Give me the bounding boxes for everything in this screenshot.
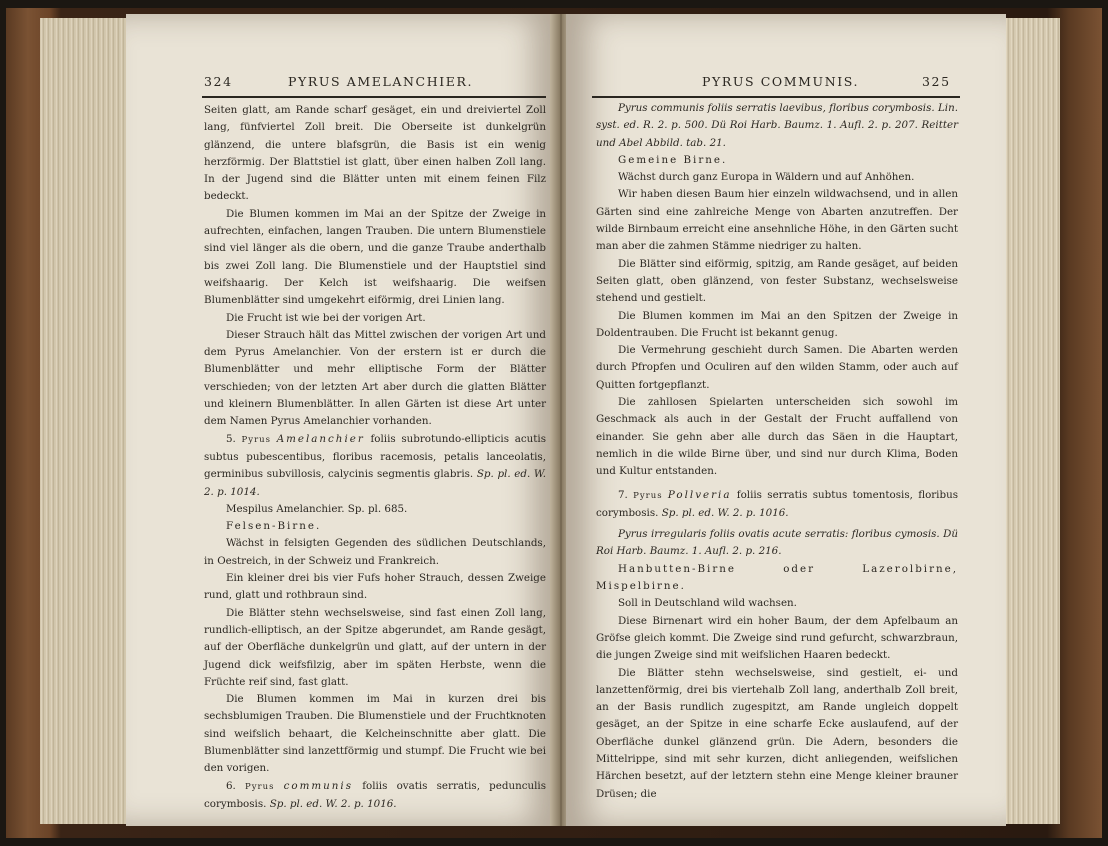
page-edges-left (40, 18, 130, 824)
running-head: PYRUS AMELANCHIER. (288, 74, 474, 89)
paragraph: Soll in Deutschland wild wachsen. (618, 597, 797, 610)
paragraph: Dieser Strauch hält das Mittel zwischen der vorigen Art und dem Pyrus Amelanchier. Von der erstern ist er durch die Blumenblätter und mehr elliptische Form der Blätter verschieden; von der letzten Art aber durch die glatten Blätter und kleinern Blumenblätter. In allen Gärten ist diese Art unter dem Namen Pyrus Amelanchier vorhanden. (204, 328, 546, 428)
synonym: Pyrus communis foliis serratis laevibus, floribus corymbosis. Lin. syst. ed. R. 2. p. 500. Dü Roi Harb. Baumz. 1. Aufl. 2. p. 207. Reitter und Abel Abbild. tab. 21. (596, 102, 958, 149)
synonym: Pyrus irregularis foliis ovatis acute serratis: floribus cymosis. Dü Roi Harb. Baumz. 1. Aufl. 2. p. 216. (596, 528, 958, 558)
header-rule (592, 96, 960, 98)
paragraph: Wächst durch ganz Europa in Wäldern und auf Anhöhen. (618, 171, 915, 184)
synonym: Mespilus Amelanchier. Sp. pl. 685. (226, 502, 408, 515)
page-number: 324 (204, 74, 233, 89)
running-head: PYRUS COMMUNIS. (702, 74, 860, 89)
left-body (204, 102, 546, 813)
paragraph: Die Blätter stehn wechselsweise, sind fast einen Zoll lang, rundlich-elliptisch, an der Spitze abgerundet, am Rande gesägt, auf der Oberfläche dunkelgrün und glatt, auf der untern in der Jugend dick weifsfilzig, aber im späten Herbste, wenn die Früchte reif sind, fast glatt. (204, 606, 546, 688)
paragraph: Seiten glatt, am Rande scharf gesäget, ein und dreiviertel Zoll lang, fünfviertel Zoll breit. Die Oberseite ist dunkelgrün glänzend, die untere blafsgrün, die Basis ist ein wenig herzförmig. Der Blattstiel ist glatt, über einen halben Zoll lang. In der Jugend sind die Blätter unten mit einem feinen Filz bedeckt. (204, 104, 546, 203)
paragraph: Die zahllosen Spielarten unterscheiden sich sowohl im Geschmack als auch in der Gestalt der Frucht auffallend von einander. Sie gehn aber alle durch das Säen in die Hauptart, nemlich in die wilde Birne über, und sind nur durch Klima, Boden und Kultur entstanden. (596, 396, 958, 478)
common-name: Felsen-Birne. (226, 520, 322, 533)
paragraph: Die Blumen kommen im Mai an den Spitzen der Zweige in Doldentrauben. Die Frucht ist bekannt genug. (596, 309, 958, 339)
paragraph: Wir haben diesen Baum hier einzeln wildwachsend, und in allen Gärten sind eine zahlreiche Menge von Abarten anzutreffen. Der wilde Birnbaum erreicht eine ansehnliche Höhe, in den Gärten sucht man aber die zahmen Stämme niedriger zu halten. (596, 188, 958, 253)
common-name: Hanbutten-Birne oder Lazerolbirne, Mispelbirne. (596, 562, 958, 593)
right-body (596, 100, 958, 803)
paragraph: Die Blumen kommen im Mai in kurzen drei bis sechsblumigen Trauben. Die Blumenstiele und der Fruchtknoten sind weifslich behaart, die Kelcheinschnitte aber glatt. Die Blumenblätter sind lanzettförmig und stumpf. Die Frucht wie bei den vorigen. (204, 693, 546, 775)
page-edges-right (1000, 18, 1060, 824)
paragraph: Wächst in felsigten Gegenden des südlichen Deutschlands, in Oestreich, in der Schweiz und Frankreich. (204, 537, 546, 567)
species-entry: 5. Pyrus Amelanchier foliis subrotundo-ellipticis acutis subtus pubescentibus, floribus racemosis, petalis lanceolatis, germinibus subvillosis, calycinis segmentis glabris. Sp. pl. ed. W. 2. p. 1014. (204, 432, 546, 498)
right-page (566, 14, 1006, 826)
header-rule (202, 96, 546, 98)
paragraph: Die Vermehrung geschieht durch Samen. Die Abarten werden durch Pfropfen und Oculiren auf den wilden Stamm, oder auch auf Quitten fortgepflanzt. (596, 344, 958, 391)
paragraph: Ein kleiner drei bis vier Fufs hoher Strauch, dessen Zweige rund, glatt und rothbraun sind. (204, 572, 546, 602)
page-number: 325 (922, 74, 951, 89)
common-name: Gemeine Birne. (618, 153, 728, 166)
paragraph: Die Blätter stehn wechselsweise, sind gestielt, ei- und lanzettenförmig, drei bis viertehalb Zoll lang, anderthalb Zoll breit, an der Basis rundlich zugespitzt, am Rande ungleich doppelt gesäget, an der Spitze in eine scharfe Ecke auslaufend, auf der Oberfläche dunkel glänzend grün. Die Adern, besonders die Mittelrippe, sind mit sehr kurzen, dicht anliegenden, weifslichen Härchen besetzt, auf der letztern stehn eine Menge kleiner brauner Drüsen; die (596, 666, 958, 800)
paragraph: Die Frucht ist wie bei der vorigen Art. (226, 311, 426, 324)
species-entry: 7. Pyrus Pollveria foliis serratis subtus tomentosis, floribus corymbosis. Sp. pl. ed. W. 2. p. 1016. (596, 488, 958, 519)
paragraph: Diese Birnenart wird ein hoher Baum, der dem Apfelbaum an Gröfse gleich kommt. Die Zweige sind rund gefurcht, schwarzbraun, die jungen Zweige sind mit weifslichen Haaren bedeckt. (596, 614, 958, 662)
paragraph: Die Blumen kommen im Mai an der Spitze der Zweige in aufrechten, einfachen, langen Trauben. Die untern Blumenstiele sind viel länger als die obern, und die ganze Traube anderthalb bis zwei Zoll lang. Die Blumenstiele und der Hauptstiel sind weifshaarig. Der Kelch ist weifshaarig. Die weifsen Blumenblätter sind umgekehrt eiförmig, drei Linien lang. (204, 207, 546, 307)
left-page (126, 14, 556, 826)
species-entry: 6. Pyrus communis foliis ovatis serratis, pedunculis corymbosis. Sp. pl. ed. W. 2. p. 1016. (204, 779, 546, 810)
paragraph: Die Blätter sind eiförmig, spitzig, am Rande gesäget, auf beiden Seiten glatt, oben glänzend, von fester Substanz, wechselsweise stehend und gestielt. (596, 257, 958, 305)
